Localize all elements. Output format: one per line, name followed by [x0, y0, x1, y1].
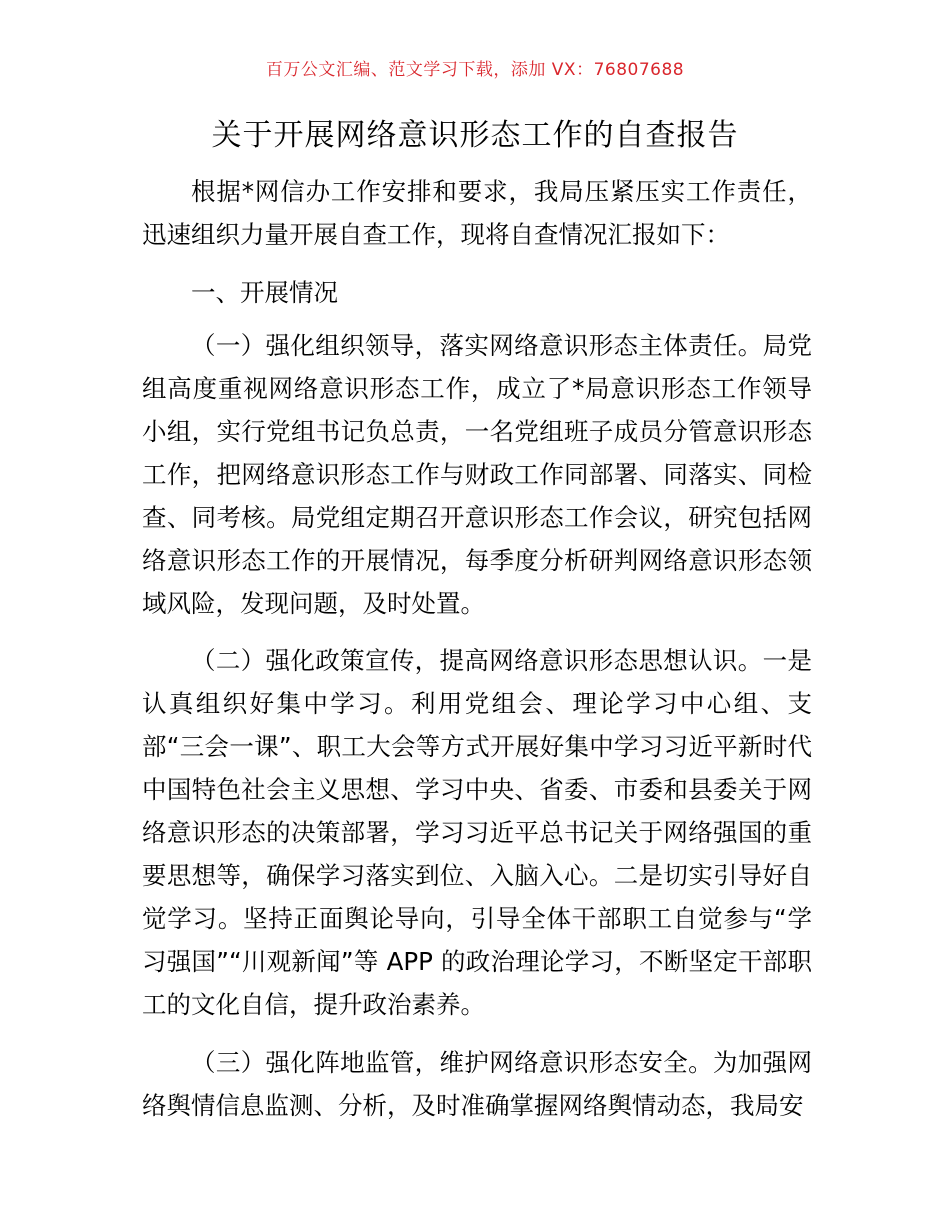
- paragraph-supervision: （三）强化阵地监管，维护网络意识形态安全。为加强网络舆情信息监测、分析，及时准确掌握网络舆情动态，我局安: [142, 1048, 812, 1121]
- section-heading: 一、开展情况: [191, 277, 338, 307]
- paragraph-publicity: （二）强化政策宣传，提高网络意识形态思想认识。一是认真组织好集中学习。利用党组会、理论学习中心组、支部“三会一课”、职工大会等方式开展好集中学习习近平新时代中国特色社会主义思想、学习中央、省委、市委和县委关于网络意识形态的决策部署，学习习近平总书记关于网络强国的重要思想等，确保学习落实到位、入脑入心。二是切实引导好自觉学习。坚持正面舆论导向，引导全体干部职工自觉参与“学习强国”“川观新闻”等 APP 的政治理论学习，不断坚定干部职工的文化自信，提升政治素养。: [142, 646, 812, 1020]
- document-body: [142, 170, 812, 1142]
- header-note: 百万公文汇编、范文学习下载，添加 VX：76807688: [265, 60, 685, 80]
- intro-paragraph: 根据*网信办工作安排和要求，我局压紧压实工作责任，迅速组织力量开展自查工作，现将自查情况汇报如下：: [142, 177, 812, 249]
- document-title: 关于开展网络意识形态工作的自查报告: [211, 118, 739, 153]
- paragraph-organization: （一）强化组织领导，落实网络意识形态主体责任。局党组高度重视网络意识形态工作，成立了*局意识形态工作领导小组，实行党组书记负总责，一名党组班子成员分管意识形态工作，把网络意识形态工作与财政工作同部署、同落实、同检查、同考核。局党组定期召开意识形态工作会议，研究包括网络意识形态工作的开展情况，每季度分析研判网络意识形态领域风险，发现问题，及时处置。: [142, 330, 812, 618]
